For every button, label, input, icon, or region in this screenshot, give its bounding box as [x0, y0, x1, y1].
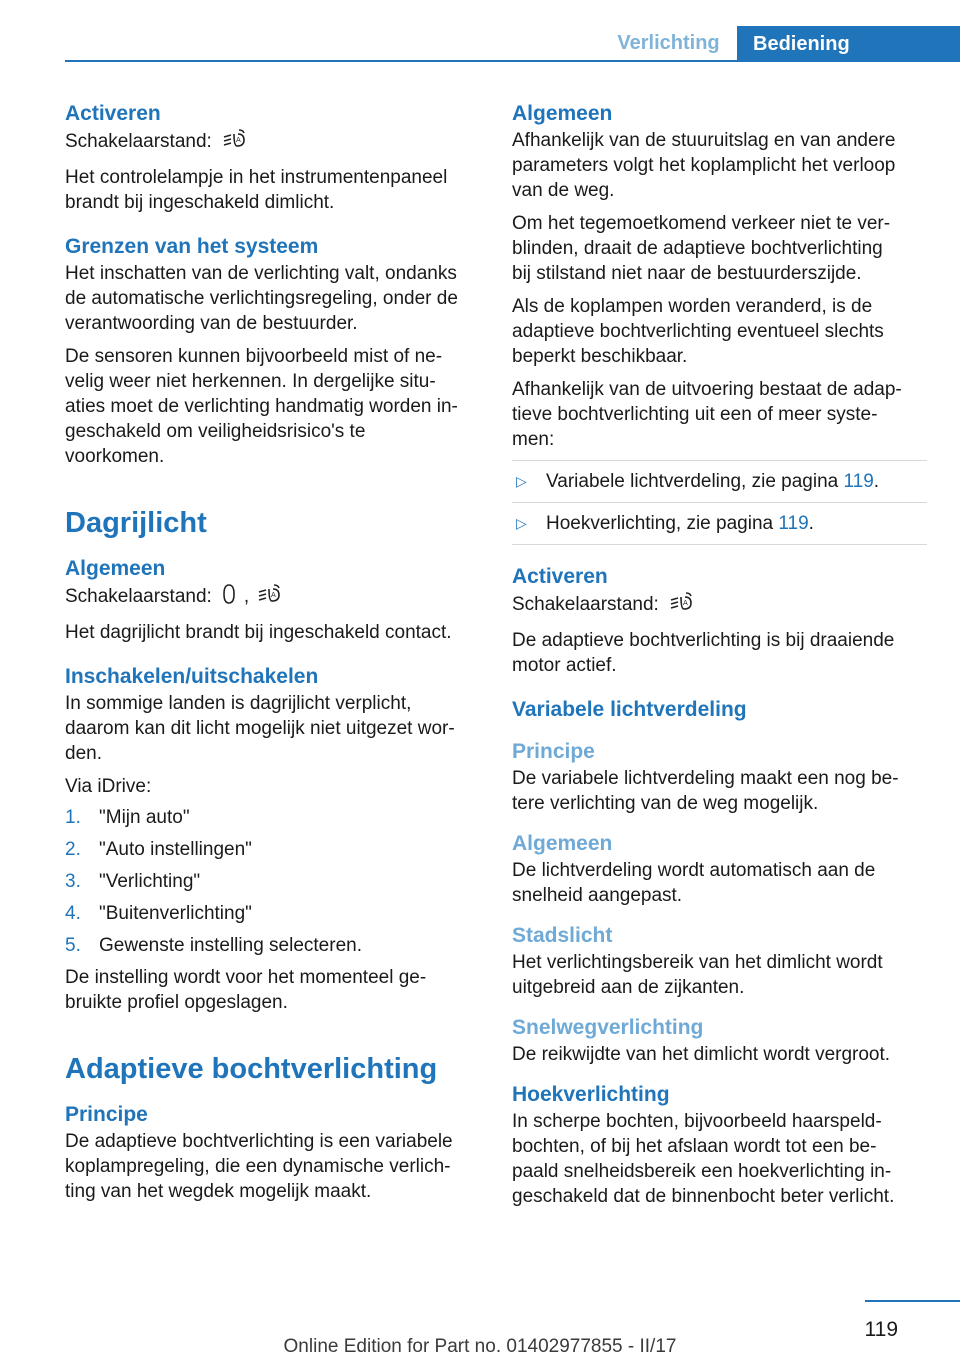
header-tab-bediening: Bediening — [737, 26, 960, 62]
heading-variabele-lichtverdeling: Variabele lichtverdeling — [512, 698, 747, 721]
algemeen2-text: De lichtverdeling wordt automatisch aan de snelheid aangepast. — [512, 860, 876, 906]
heading-adaptieve-bochtverlichting: Adaptieve bochtverlichting — [65, 1053, 438, 1085]
stadslicht-text: Het verlichtingsbereik van het dimlicht wordt uitgebreid aan de zijkanten. — [512, 952, 883, 998]
list-item: ▷ Hoekverlichting, zie pagina 119. — [512, 502, 927, 545]
dagrijlicht-text: Het dagrijlicht brandt bij ingeschakeld contact. — [65, 622, 452, 643]
algemeen-text-1: Afhankelijk van de stuuruitslag en van andere parameters volgt het koplamplicht het verloop van de weg. — [512, 130, 896, 201]
list-item: 5. Gewenste instelling selecteren. — [65, 935, 362, 956]
heading-activeren: Activeren — [65, 102, 161, 125]
heading-stadslicht: Stadslicht — [512, 924, 613, 947]
heading-grenzen: Grenzen van het systeem — [65, 235, 319, 258]
heading-activeren-right: Activeren — [512, 565, 608, 588]
schakelaarstand-line-2: Schakelaarstand: , A — [65, 583, 483, 612]
page-link-119[interactable]: 119 — [778, 513, 809, 534]
page-number: 119 — [864, 1318, 898, 1341]
systems-list — [512, 460, 927, 545]
schakelaarstand-line-3: Schakelaarstand: A — [512, 591, 927, 620]
triangle-bullet-icon: ▷ — [516, 473, 527, 489]
list-item: ▷ Variabele lichtverdeling, zie pagina 119. — [512, 460, 927, 502]
svg-text:A: A — [682, 599, 688, 607]
list-item: 3. "Verlichting" — [65, 871, 201, 892]
heading-algemeen: Algemeen — [65, 557, 166, 580]
heading-inschakelen: Inschakelen/uitschakelen — [65, 665, 319, 688]
list-item: 1. "Mijn auto" — [65, 807, 190, 828]
triangle-bullet-icon: ▷ — [516, 515, 527, 531]
via-idrive: Via iDrive: — [65, 776, 152, 797]
algemeen-text-2: Om het tegemoetkomend verkeer niet te ver- blinden, draait de adaptieve bochtverlichting bij stilstand niet naar de bestuurderszijde. — [512, 213, 891, 284]
algemeen-text-4: Afhankelijk van de uitvoering bestaat de adap- tieve bochtverlichting uit een of meer syste- men: — [512, 379, 902, 450]
schakelaarstand-line: Schakelaarstand: A — [65, 128, 483, 157]
svg-text:A: A — [271, 591, 276, 599]
idrive-steps — [65, 805, 483, 958]
list-item: 4. "Buitenverlichting" — [65, 903, 252, 924]
header-rule — [65, 60, 960, 62]
heading-principe: Principe — [65, 1103, 148, 1126]
grenzen-text-2: De sensoren kunnen bijvoorbeeld mist of ne- velig weer niet herkennen. In dergelijke situ- aties moet de verlichting handmatig worden in- geschakeld om veiligheidsrisico's te voorkomen. — [65, 346, 458, 467]
heading-hoekverlichting: Hoekverlichting — [512, 1083, 670, 1106]
footer-edition: Online Edition for Part no. 01402977855 - II/17 — [283, 1336, 677, 1357]
auto-light-switch-icon — [669, 591, 695, 620]
heading-snelwegverlichting: Snelwegverlichting — [512, 1016, 704, 1039]
heading-algemeen-2: Algemeen — [512, 832, 613, 855]
heading-principe-right: Principe — [512, 740, 595, 763]
svg-text:A: A — [235, 136, 241, 144]
auto-light-switch-icon — [222, 128, 248, 157]
grenzen-text-1: Het inschatten van de verlichting valt, ondanks de automatische verlichtingsregeling, onder de verantwoording van de bestuurder. — [65, 263, 458, 334]
list-item: 2. "Auto instellingen" — [65, 839, 252, 860]
page-link-119[interactable]: 119 — [843, 471, 874, 492]
header-tab-verlichting: Verlichting — [617, 32, 720, 54]
snelweg-text: De reikwijdte van het dimlicht wordt vergroot. — [512, 1044, 891, 1065]
activeren-text-right: De adaptieve bochtverlichting is bij draaiende motor actief. — [512, 630, 895, 676]
footer-rule — [865, 1300, 960, 1302]
inschakelen-text: In sommige landen is dagrijlicht verplicht, daarom kan dit licht mogelijk niet uitgezet wor- den. — [65, 693, 455, 764]
principe-text: De adaptieve bochtverlichting is een variabele koplampregeling, die een dynamische verlich- ting van het wegdek mogelijk maakt. — [65, 1131, 453, 1202]
principe-text-right: De variabele lichtverdeling maakt een nog be- tere verlichting van de weg mogelijk. — [512, 768, 899, 814]
right-column — [512, 100, 927, 1209]
activeren-text: Het controlelampje in het instrumentenpaneel brandt bij ingeschakeld dimlicht. — [65, 167, 448, 213]
left-column — [65, 100, 483, 1204]
heading-dagrijlicht: Dagrijlicht — [65, 507, 207, 539]
opslag-text: De instelling wordt voor het momenteel ge- bruikte profiel opgeslagen. — [65, 967, 427, 1013]
algemeen-text-3: Als de koplampen worden veranderd, is de adaptieve bochtverlichting eventueel slechts beperkt beschikbaar. — [512, 296, 884, 367]
parking-light-switch-icon — [222, 583, 236, 612]
auto-light-switch-icon — [257, 583, 283, 612]
heading-algemeen-right: Algemeen — [512, 102, 613, 125]
hoek-text: In scherpe bochten, bijvoorbeeld haarspeld- bochten, of bij het afslaan wordt tot een be- paald snelheidsbereik een hoekverlichting in- geschakeld dat de binnenbocht beter verlicht. — [512, 1111, 895, 1207]
